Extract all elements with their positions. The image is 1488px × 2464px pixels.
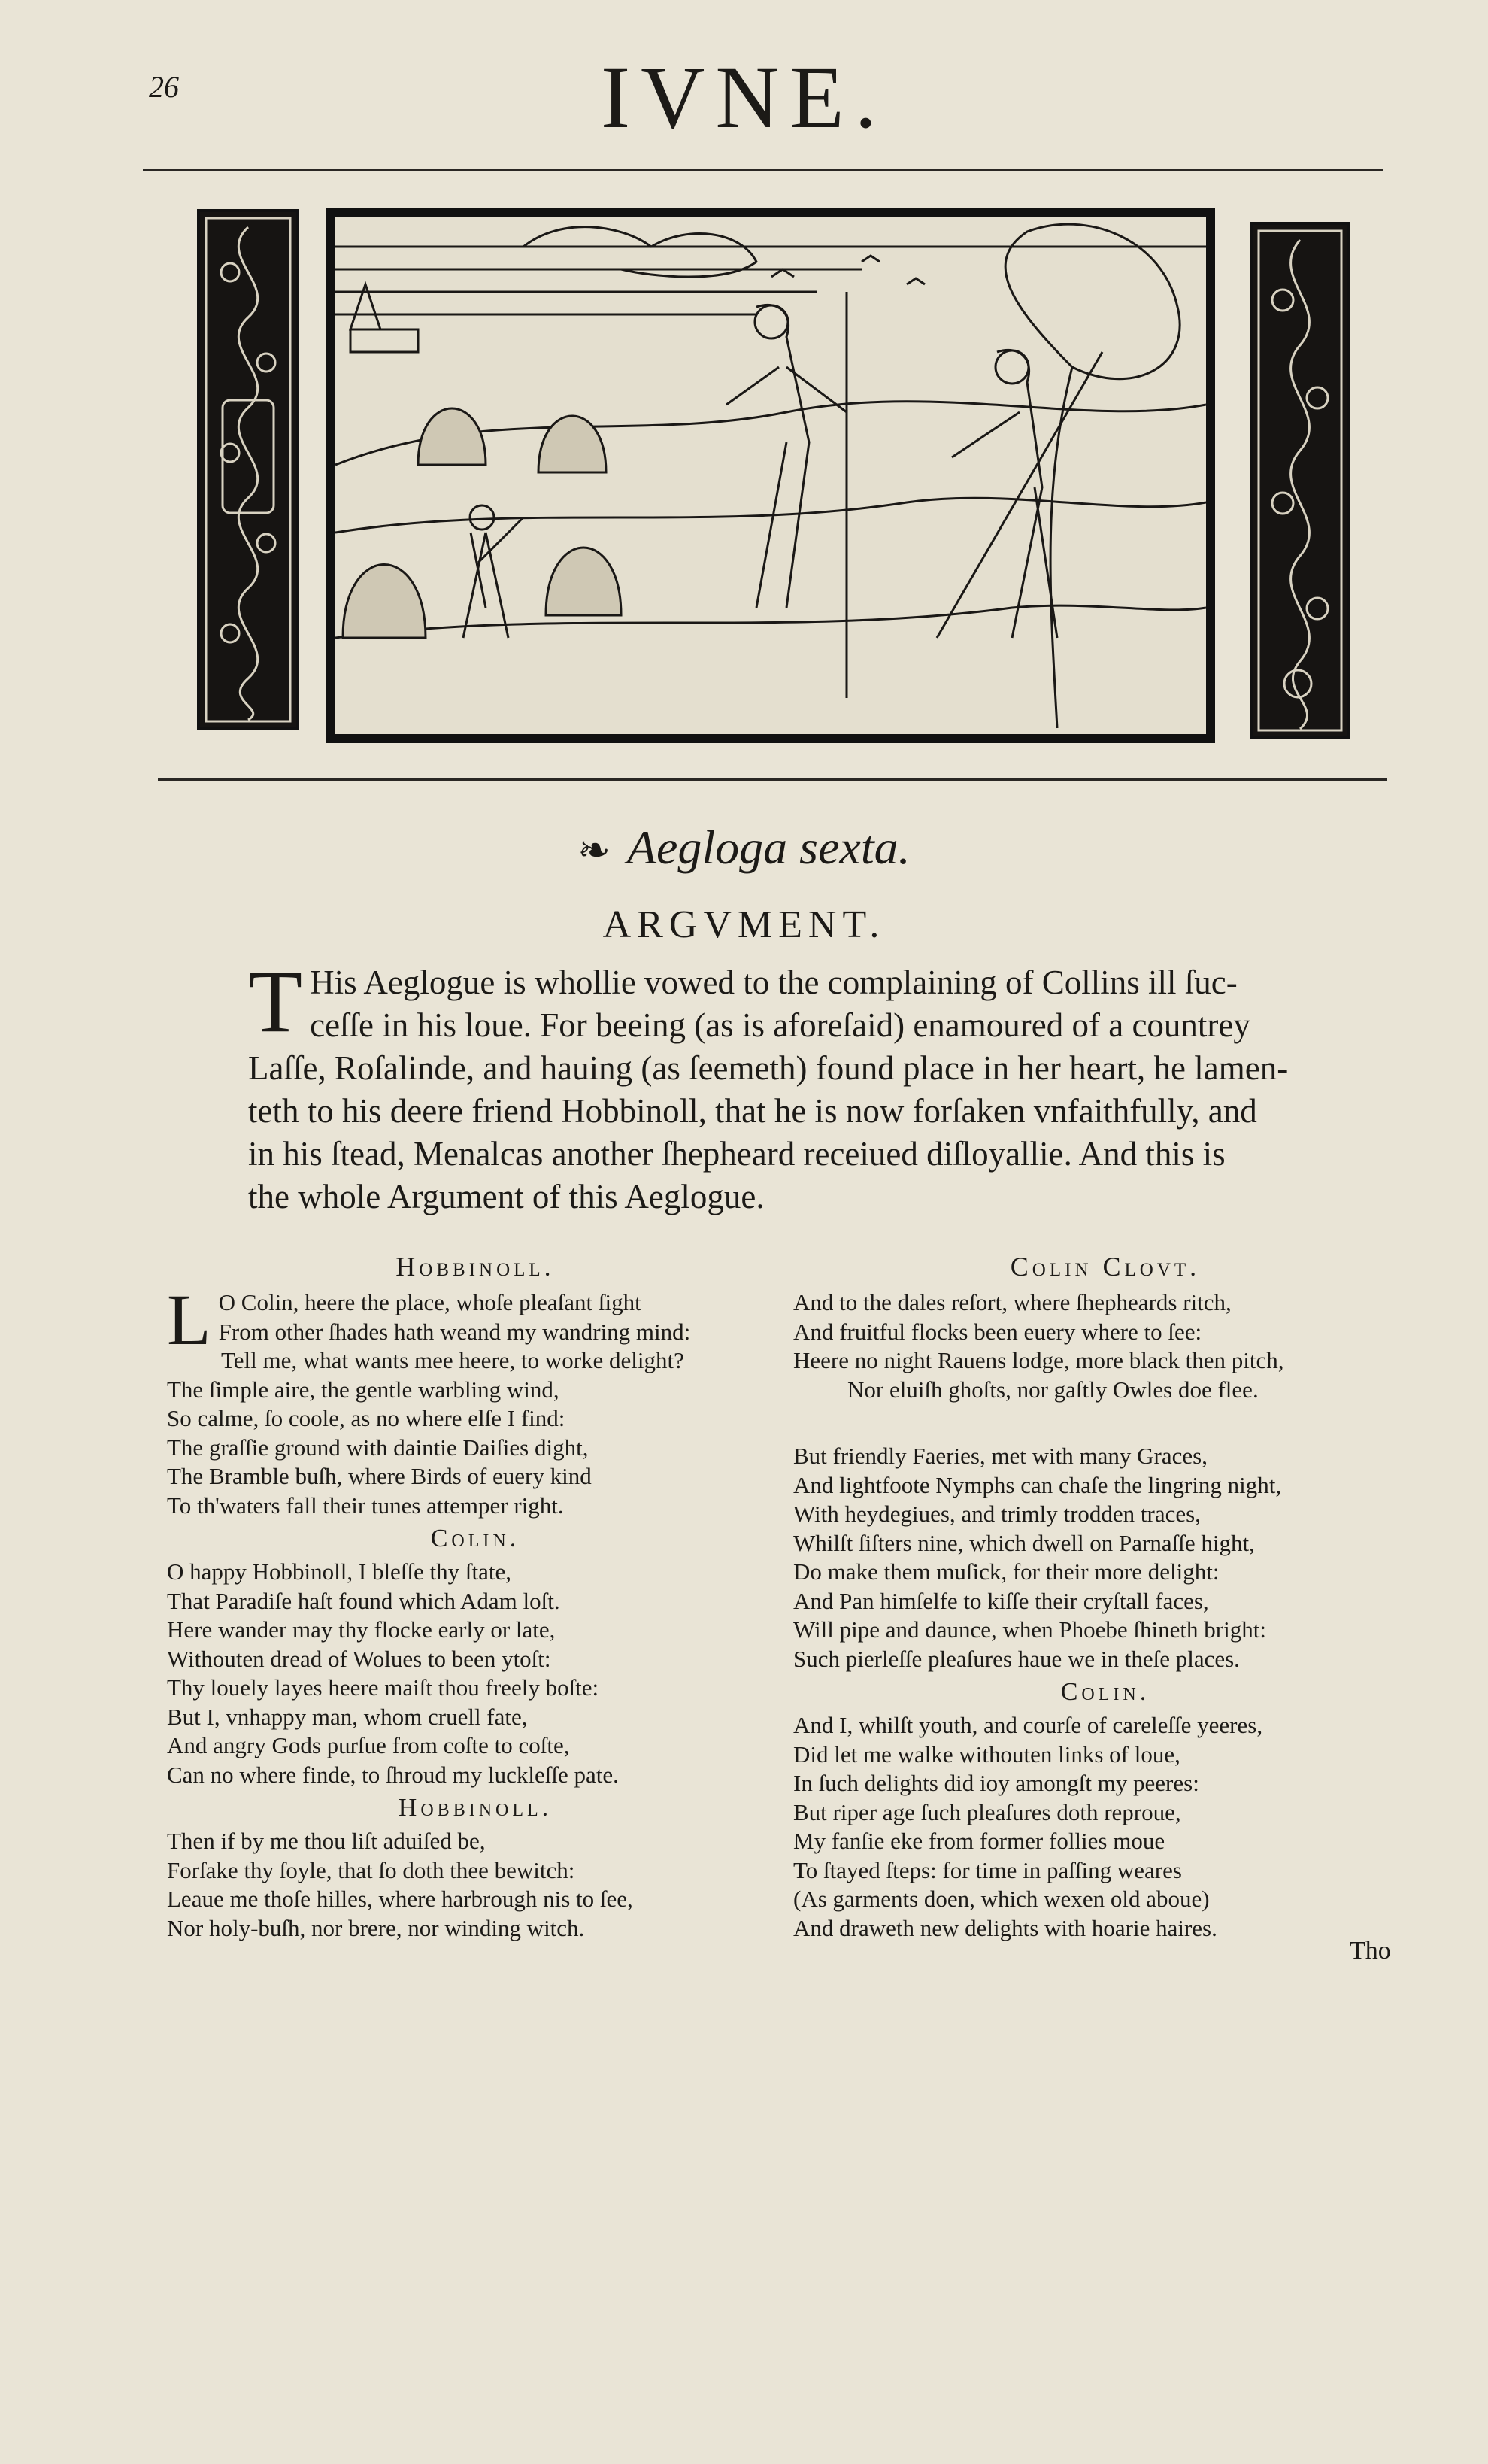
verse-dropcap: L	[167, 1279, 211, 1360]
verse-line: But I, vnhappy man, whom cruell fate,	[167, 1703, 528, 1730]
verse-line: Tell me, what wants mee heere, to worke delight?	[221, 1347, 684, 1373]
verse-line: The graſſie ground with daintie Daiſies dight,	[167, 1434, 589, 1461]
stanza	[167, 1827, 783, 1943]
verse-line: That Paradiſe haſt found which Adam loſt.	[167, 1587, 560, 1614]
argument-line: the whole Argument of this Aeglogue.	[248, 1178, 765, 1215]
speaker-heading: Hobbinoll.	[398, 1794, 553, 1822]
verse-line: Thy louely layes heere maiſt thou freely boſte:	[167, 1674, 599, 1701]
verse-line: And to the dales reſort, where ſhepheards ritch,	[793, 1289, 1232, 1315]
page-number: 26	[149, 70, 179, 104]
verse-line: My fanſie eke from former follies moue	[793, 1828, 1165, 1854]
catchword: Tho	[1350, 1937, 1391, 1965]
verse-line: Leaue me thoſe hilles, where harbrough nis to ſee,	[167, 1886, 633, 1912]
verse-line: But riper age ſuch pleaſures doth reproue,	[793, 1798, 1181, 1825]
verse-line: And draweth new delights with hoarie haires.	[793, 1914, 1217, 1941]
argument-dropcap: T	[248, 952, 303, 1051]
argument-line: Laſſe, Roſalinde, and hauing (as ſeemeth) found place in her heart, he lamen-	[248, 1049, 1289, 1087]
verse-line: And fruitful flocks been euery where to ſee:	[793, 1318, 1202, 1345]
stanza-gap	[793, 1404, 1417, 1442]
verse-line: So calme, ſo coole, as no where elſe I find:	[167, 1405, 565, 1431]
verse-line: O Colin, heere the place, whoſe pleaſant ſight	[218, 1289, 641, 1315]
argument-body	[248, 952, 1323, 1218]
month-title: IVNE.	[600, 48, 888, 147]
speaker-heading: Colin Clovt.	[1010, 1252, 1201, 1282]
verse-line: Did let me walke withouten links of loue,	[793, 1740, 1180, 1768]
argument-heading: ARGVMENT.	[602, 903, 886, 946]
stanza	[167, 1558, 783, 1789]
speaker-heading: Hobbinoll.	[395, 1252, 555, 1282]
verse-line: From other ſhades hath weand my wandring mind:	[218, 1318, 691, 1345]
verse-line: And angry Gods purſue from coſte to coſte,	[167, 1732, 570, 1758]
verse-line: O happy Hobbinoll, I bleſſe thy ſtate,	[167, 1558, 512, 1585]
verse-line: Forſake thy ſoyle, that ſo doth thee bewitch:	[167, 1856, 575, 1883]
stanza	[167, 1279, 783, 1520]
eclogue-heading	[0, 820, 1488, 875]
fleuron-icon: ❧	[577, 830, 611, 872]
verse-line: And lightfoote Nymphs can chaſe the lingring night,	[793, 1471, 1282, 1498]
verse-line: Will pipe and daunce, when Phoebe ſhineth bright:	[793, 1616, 1266, 1643]
eclogue-title: Aegloga sexta.	[626, 821, 911, 874]
verse-line: Nor holy-buſh, nor brere, nor winding witch.	[167, 1914, 585, 1941]
floral-border-icon	[197, 209, 299, 730]
verse-line: Nor eluiſh ghoſts, nor gaſtly Owles doe flee.	[847, 1376, 1259, 1403]
stanza	[793, 1711, 1417, 1943]
floral-border-icon	[1250, 222, 1350, 739]
verse-line: (As garments doen, which wexen old aboue)	[793, 1886, 1210, 1912]
verse-line: Then if by me thou liſt aduiſed be,	[167, 1828, 486, 1854]
verse-line: The Bramble buſh, where Birds of euery kind	[167, 1463, 592, 1489]
verse-line: Whilſt ſiſters nine, which dwell on Parnaſſe hight,	[793, 1529, 1255, 1556]
verse-line: With heydegiues, and trimly trodden traces,	[793, 1501, 1201, 1527]
speaker-heading: Colin.	[1060, 1678, 1150, 1706]
argument-line: ceſſe in his loue. For beeing (as is aforeſaid) enamoured of a countrey	[310, 1006, 1250, 1044]
argument-line: in his ſtead, Menalcas another ſhepheard receiued diſloyallie. And this is	[248, 1135, 1226, 1173]
speaker-heading: Colin.	[430, 1525, 520, 1552]
verse-line: And I, whilſt youth, and courſe of careleſſe yeeres,	[793, 1712, 1263, 1738]
argument-line: His Aeglogue is whollie vowed to the complaining of Collins ill ſuc-	[310, 963, 1238, 1001]
verse-line: Withouten dread of Wolues to been ytoſt:	[167, 1645, 551, 1672]
verse-line: Can no where finde, to ſhroud my luckleſſe pate.	[167, 1761, 619, 1788]
woodcut-illustration-icon	[326, 208, 1215, 743]
verse-line: In ſuch delights did ioy amongſt my peeres:	[793, 1770, 1199, 1796]
stanza	[793, 1288, 1417, 1674]
verse-line: Heere no night Rauens lodge, more black then pitch,	[793, 1347, 1284, 1373]
verse-line: And Pan himſelfe to kiſſe their cryſtall faces,	[793, 1587, 1209, 1614]
header-rule	[143, 169, 1383, 171]
verse-line: To ſtayed ſteps: for time in paſſing weares	[793, 1856, 1182, 1883]
argument-line: teth to his deere friend Hobbinoll, that he is now forſaken vnfaithfully, and	[248, 1092, 1257, 1130]
verse-line: Such pierleſſe pleaſures haue we in theſe places.	[793, 1645, 1240, 1672]
verse-line: But friendly Faeries, met with many Graces,	[793, 1443, 1208, 1469]
verse-line: Here wander may thy flocke early or late,	[167, 1616, 556, 1643]
verse-line: To th'waters fall their tunes attemper right.	[167, 1491, 564, 1519]
verse-line: Do make them muſick, for their more delight:	[793, 1558, 1220, 1585]
verse-line: The ſimple aire, the gentle warbling wind,	[167, 1376, 559, 1403]
section-rule	[158, 778, 1387, 781]
right-column	[793, 1245, 1417, 1943]
left-column	[167, 1245, 783, 1943]
